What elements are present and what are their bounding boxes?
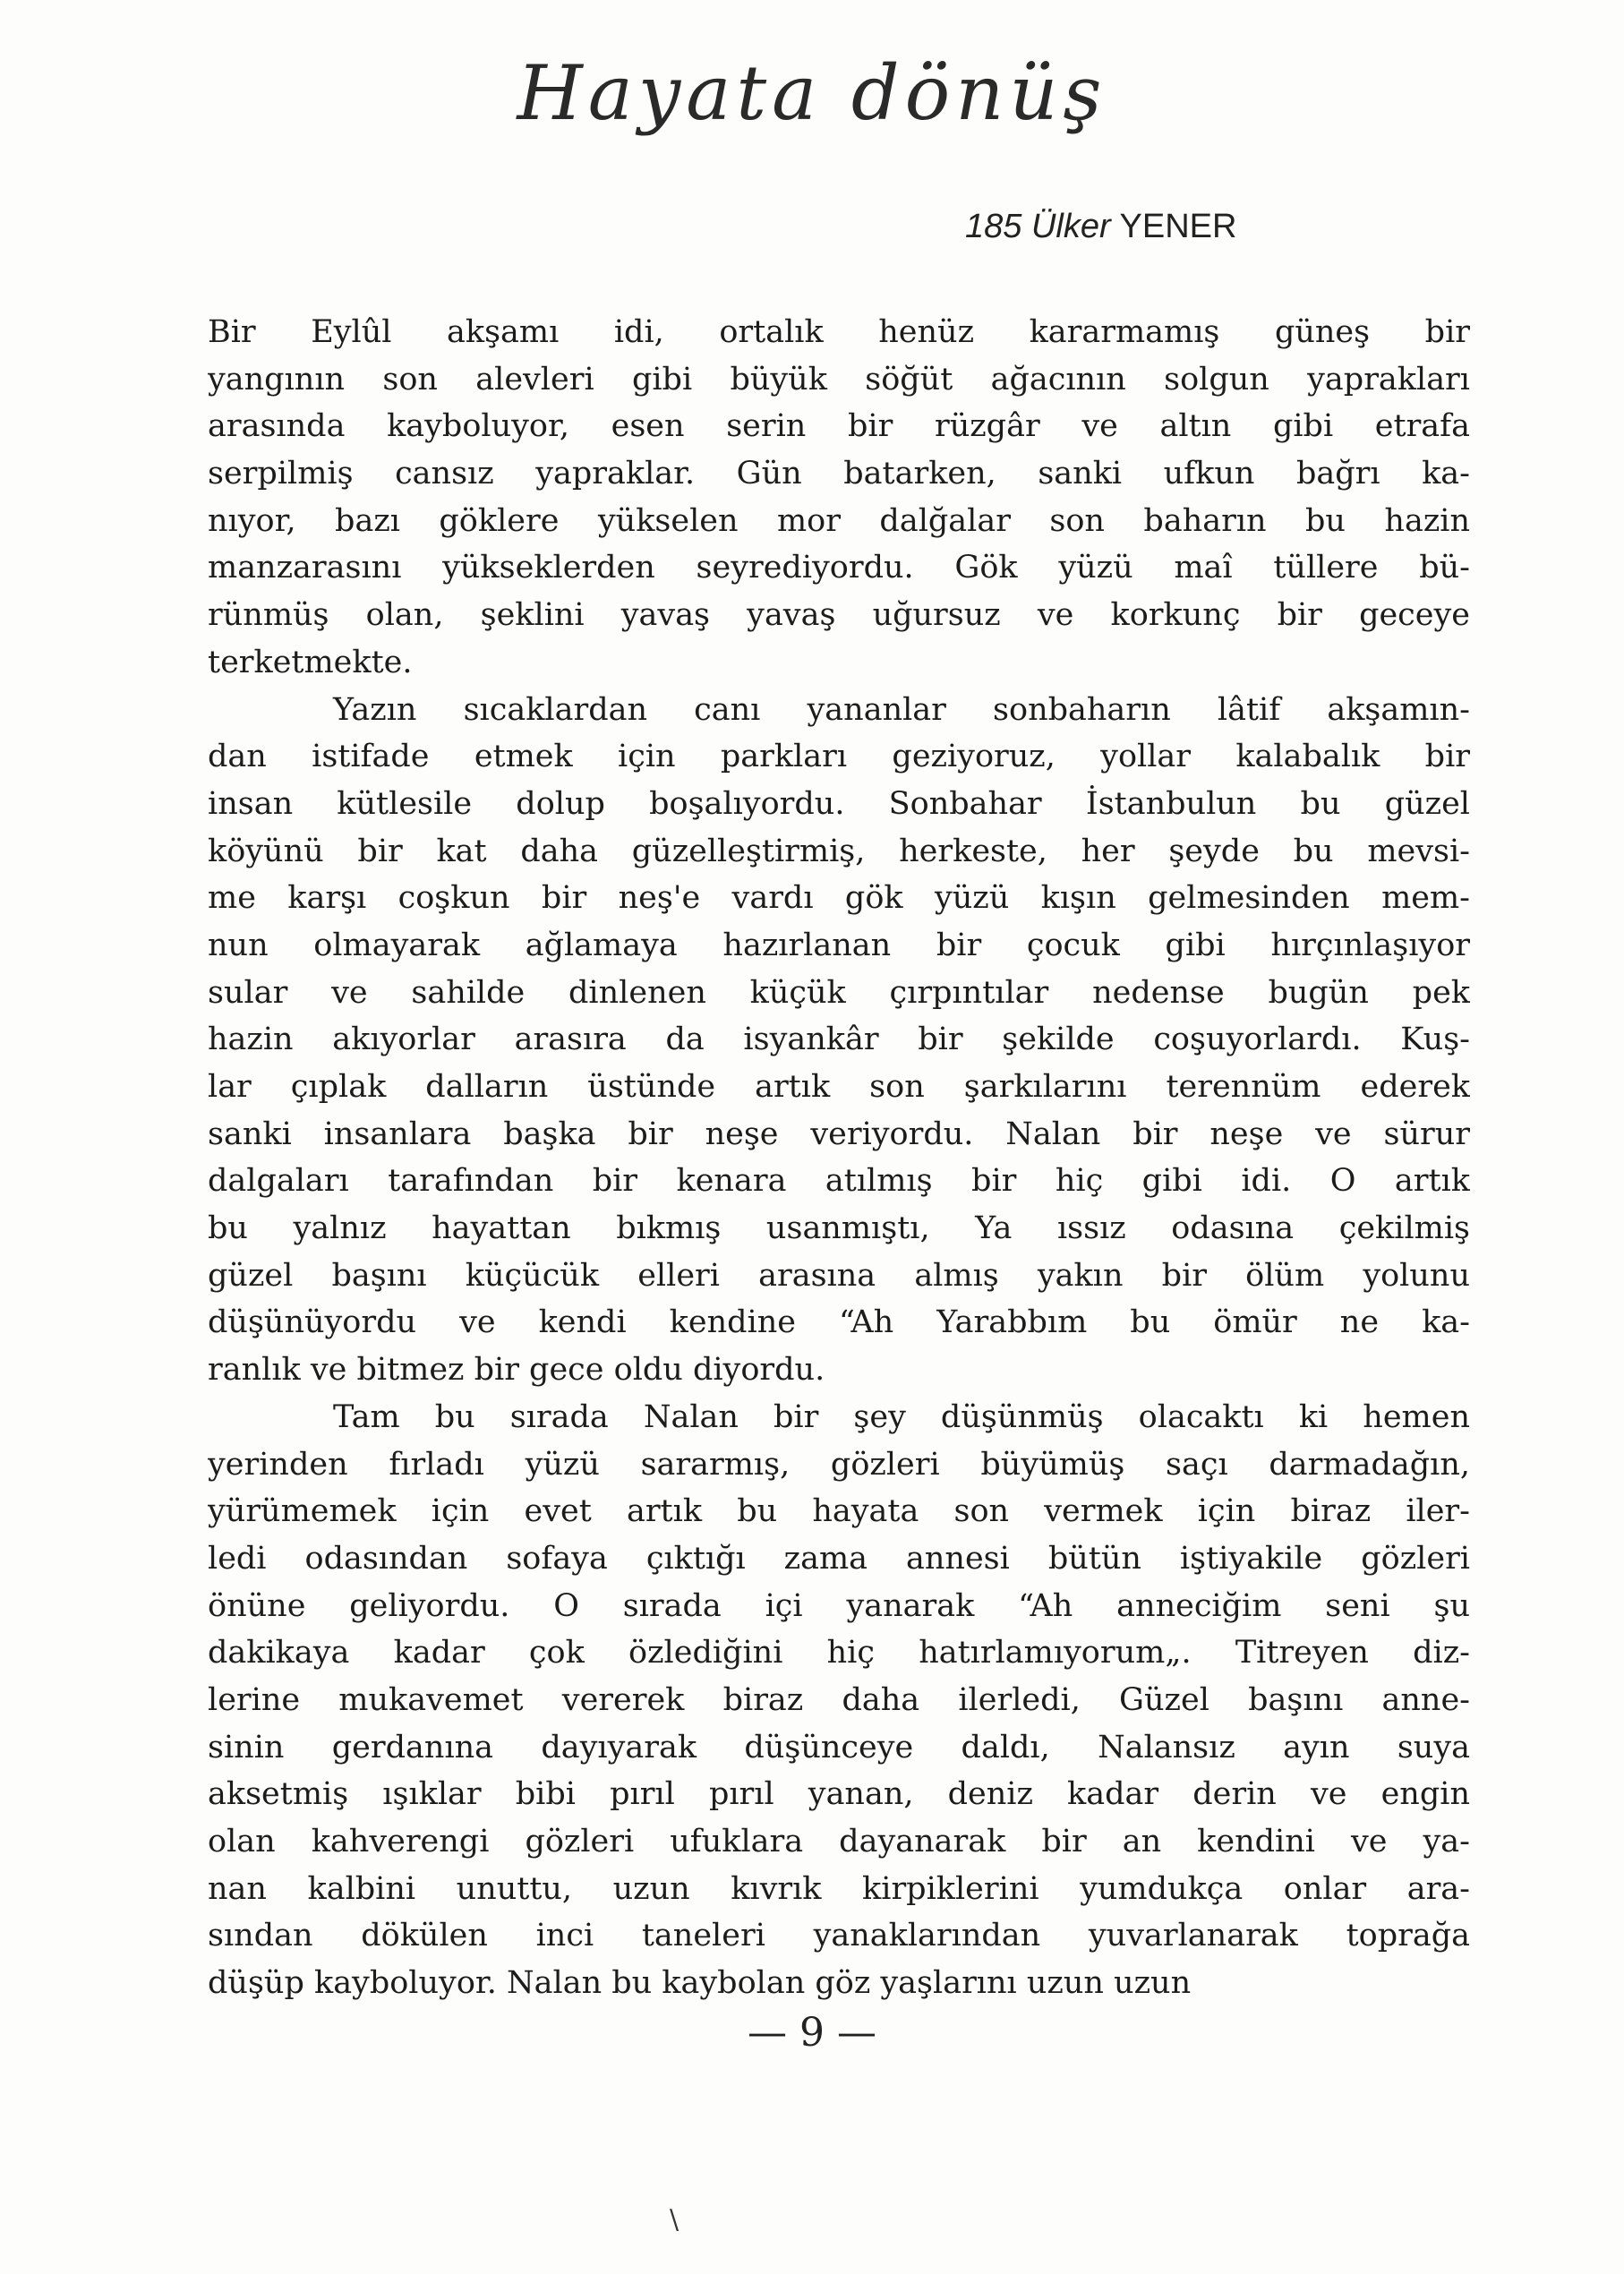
text-line: yangının son alevleri gibi büyük söğüt ağacının solgun yaprakları: [208, 361, 1470, 398]
text-line: olan kahverengi gözleri ufuklara dayanarak bir an kendini ve ya-: [208, 1824, 1470, 1859]
text-line: nan kalbini unuttu, uzun kıvrık kirpiklerini yumdukça onlar ara-: [208, 1870, 1470, 1907]
stray-mark: \: [670, 2204, 680, 2236]
text-line: Tam bu sırada Nalan bir şey düşünmüş olacaktı ki hemen: [333, 1398, 1470, 1435]
text-line: dakikaya kadar çok özlediğini hiç hatırlamıyorum„. Titreyen diz-: [208, 1635, 1470, 1671]
text-line: Bir Eylûl akşamı idi, ortalık henüz kararmamış güneş bir: [208, 314, 1470, 350]
text-line: sinin gerdanına dayıyarak düşünceye daldı, Nalansız ayın suya: [208, 1729, 1470, 1765]
text-line: yerinden fırladı yüzü sararmış, gözleri büyümüş saçı darmadağın,: [208, 1446, 1470, 1483]
text-line: insan kütlesile dolup boşalıyordu. Sonbahar İstanbulun bu güzel: [208, 785, 1470, 822]
text-line: düşünüyordu ve kendi kendine “Ah Yarabbım bu ömür ne ka-: [208, 1304, 1470, 1341]
text-line: rünmüş olan, şeklini yavaş yavaş uğursuz ve korkunç bir geceye: [208, 597, 1470, 634]
text-line: nun olmayarak ağlamaya hazırlanan bir çocuk gibi hırçınlaşıyor: [208, 927, 1470, 963]
text-line: sular ve sahilde dinlenen küçük çırpıntılar nedense bugün pek: [208, 974, 1470, 1011]
paragraph: [208, 687, 1470, 1394]
text-line: sanki insanlara başka bir neşe veriyordu. Nalan bir neşe ve sürur: [208, 1116, 1470, 1152]
text-line: lerine mukavemet vererek biraz daha ilerledi, Güzel başını anne-: [208, 1681, 1470, 1718]
text-line: arasında kayboluyor, esen serin bir rüzgâr ve altın gibi etrafa: [208, 408, 1470, 445]
text-line: düşüp kayboluyor. Nalan bu kaybolan göz yaşlarını uzun uzun: [208, 1965, 1192, 2002]
author-byline: [965, 208, 1236, 246]
article-title: Hayata dönüş: [517, 49, 1107, 137]
text-line: nıyor, bazı göklere yükselen mor dalğalar son baharın bu hazin: [208, 502, 1470, 539]
text-line: sından dökülen inci taneleri yanaklarından yuvarlanarak toprağa: [208, 1918, 1470, 1954]
text-line: bu yalnız hayattan bıkmış usanmıştı, Ya ıssız odasına çekilmiş: [208, 1210, 1470, 1247]
text-line: serpilmiş cansız yapraklar. Gün batarken, sanki ufkun bağrı ka-: [208, 456, 1470, 492]
article-body: [208, 309, 1470, 2007]
text-line: ledi odasından sofaya çıktığı zama annesi bütün iştiyakile gözleri: [208, 1540, 1470, 1577]
text-line: dan istifade etmek için parkları geziyoruz, yollar kalabalık bir: [208, 739, 1470, 775]
author-last-name: YENER: [1119, 208, 1237, 245]
text-line: dalgaları tarafından bir kenara atılmış bir hiç gibi idi. O artık: [208, 1163, 1470, 1200]
author-number: 185: [965, 208, 1022, 245]
page-number: — 9 —: [748, 2010, 876, 2056]
text-line: köyünü bir kat daha güzelleştirmiş, herkeste, her şeyde bu mevsi-: [208, 833, 1470, 869]
text-line: hazin akıyorlar arasıra da isyankâr bir şekilde coşuyorlardı. Kuş-: [208, 1022, 1470, 1058]
text-line: aksetmiş ışıklar bibi pırıl pırıl yanan, deniz kadar derin ve engin: [208, 1776, 1470, 1813]
author-first-name: Ülker: [1030, 208, 1111, 245]
text-line: terketmekte.: [208, 644, 413, 680]
paragraph: [208, 309, 1470, 687]
text-line: ranlık ve bitmez bir gece oldu diyordu.: [208, 1352, 825, 1389]
text-line: güzel başını küçücük elleri arasına almış yakın bir ölüm yolunu: [208, 1257, 1470, 1294]
text-line: manzarasını yükseklerden seyrediyordu. Gök yüzü maî tüllere bü-: [208, 550, 1470, 586]
paragraph: [208, 1394, 1470, 2007]
text-line: önüne geliyordu. O sırada içi yanarak “Ah anneciğim seni şu: [208, 1587, 1470, 1624]
text-line: Yazın sıcaklardan canı yananlar sonbaharın lâtif akşamın-: [333, 691, 1470, 728]
text-line: lar çıplak dalların üstünde artık son şarkılarını terennüm ederek: [208, 1069, 1470, 1105]
text-line: me karşı coşkun bir neş'e vardı gök yüzü kışın gelmesinden mem-: [208, 880, 1470, 917]
text-line: yürümemek için evet artık bu hayata son vermek için biraz iler-: [208, 1493, 1470, 1530]
